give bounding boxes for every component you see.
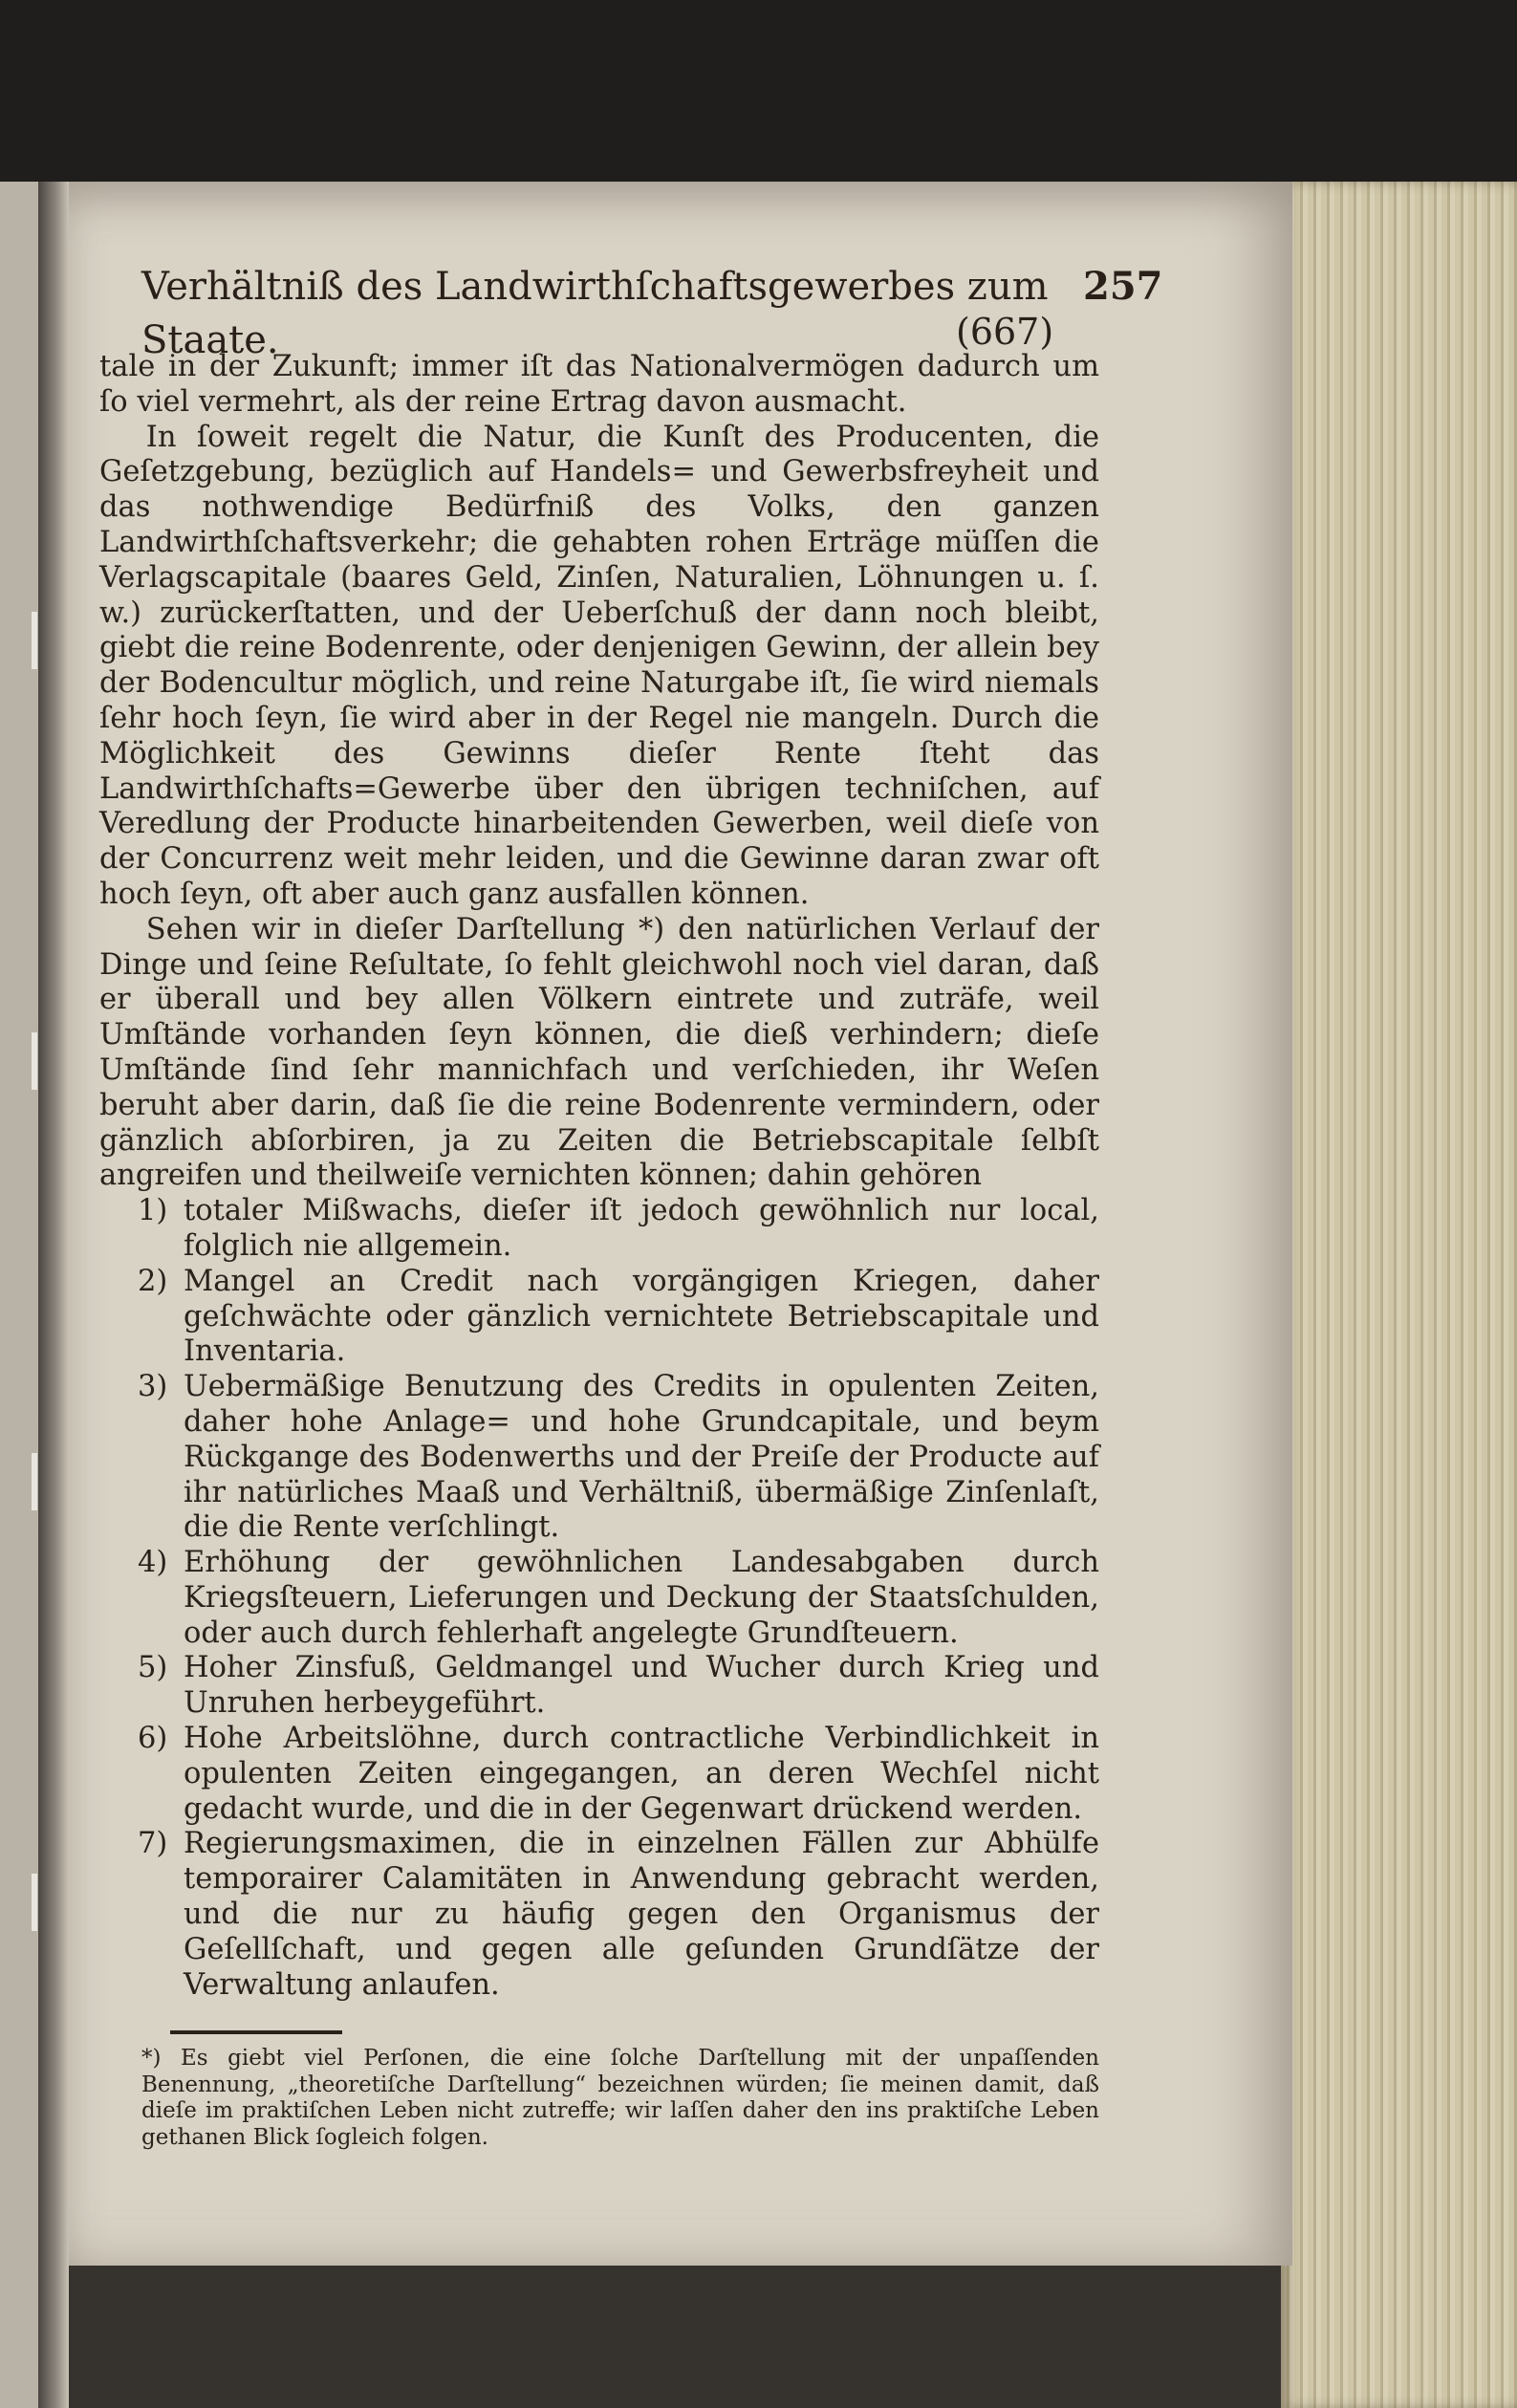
page-fore-edge xyxy=(1281,182,1517,2408)
footnote: *) Es giebt viel Perſonen, die eine ſolche Darſtellung mit der unpaſſenden Benennung, „theoretiſche Darſtellung“ bezeichnen würden; ſie meinen damit, daß dieſe im praktiſchen Leben nicht zutreffe; wir laſſen daher den ins praktiſche Leben gethanen Blick ſogleich folgen. xyxy=(141,2046,1099,2150)
list-item xyxy=(99,1827,1099,2003)
list-text: Uebermäßige Benutzung des Credits in opulenten Zeiten, daher hohe Anlage= und hohe Grundcapitale, und beym Rückgange des Bodenwerths und der Preiſe der Producte auf ihr natürliches Maaß und Verhältniß, übermäßige Zinſenlaſt, die die Rente verſchlingt. xyxy=(184,1370,1099,1545)
list-text: Erhöhung der gewöhnlichen Landesabgaben durch Kriegsſteuern, Lieferungen und Deckung der Staatsſchulden, oder auch durch fehlerhaft angelegte Grundſteuern. xyxy=(184,1546,1099,1650)
list-item xyxy=(99,1546,1099,1651)
list-text: Hoher Zinsfuß, Geldmangel und Wucher durch Krieg und Unruhen herbeygeführt. xyxy=(184,1651,1099,1721)
list-item xyxy=(99,1651,1099,1722)
list-number: 3) xyxy=(138,1370,168,1404)
paragraph: In ſoweit regelt die Natur, die Kunſt des Producenten, die Geſetzgebung, bezüglich auf Handels= und Gewerbsfreyheit und das nothwendige Bedürfniß des Volks, den ganzen Landwirthſchaftsverkehr; die gehabten rohen Erträge müſſen die Verlagscapitale (baares Geld, Zinſen, Naturalien, Löhnungen u. ſ. w.) zurückerſtatten, und der Ueberſchuß der dann noch bleibt, giebt die reine Bodenrente, oder denjenigen Gewinn, der allein bey der Bodencultur möglich, und reine Naturgabe iſt, ſie wird niemals ſehr hoch ſeyn, ſie wird aber in der Regel nie mangeln. Durch die Möglichkeit des Gewinns dieſer Rente ſteht das Landwirthſchafts=Gewerbe über den übrigen techniſchen, auf Veredlung der Producte hinarbeitenden Gewerben, weil dieſe von der Concurrenz weit mehr leiden, und die Gewinne daran zwar oft hoch ſeyn, oft aber auch ganz ausfallen können. xyxy=(99,420,1099,911)
list-item xyxy=(99,1265,1099,1370)
list-number: 6) xyxy=(138,1722,168,1756)
gutter-mark xyxy=(32,612,37,669)
gutter-mark xyxy=(32,1874,37,1931)
list-text: Regierungsmaximen, die in einzelnen Fällen zur Abhülfe temporairer Calamitäten in Anwendung gebracht werden, und die nur zu häufig gegen den Organismus der Geſellſchaft, und gegen alle geſunden Grundſätze der Verwaltung anlaufen. xyxy=(184,1827,1099,2002)
facing-page-edge xyxy=(0,182,41,2408)
main-text xyxy=(99,350,1099,2003)
list-item xyxy=(99,1722,1099,1827)
list-number: 5) xyxy=(138,1651,168,1685)
book-binding xyxy=(38,182,69,2408)
list-number: 1) xyxy=(138,1194,168,1228)
list-number: 7) xyxy=(138,1827,168,1861)
list-text: totaler Mißwachs, dieſer iſt jedoch gewöhnlich nur local, folglich nie allgemein. xyxy=(184,1194,1099,1263)
paragraph-continued: tale in der Zukunft; immer iſt das Nationalvermögen dadurch um ſo viel vermehrt, als der reine Ertrag davon ausmacht. xyxy=(99,350,1099,419)
list-item xyxy=(99,1370,1099,1546)
gutter-mark xyxy=(32,1453,37,1510)
sheet-number: (667) xyxy=(956,311,1054,353)
page-number: 257 xyxy=(1083,264,1163,309)
list-item xyxy=(99,1194,1099,1265)
background-top xyxy=(0,0,1517,182)
list-text: Mangel an Credit nach vorgängigen Kriegen, daher geſchwächte oder gänzlich vernichtete Betriebscapitale und Inventaria. xyxy=(184,1264,1099,1369)
paragraph: Sehen wir in dieſer Darſtellung *) den natürlichen Verlauf der Dinge und ſeine Reſultate, ſo fehlt gleichwohl noch viel daran, daß er überall und bey allen Völkern eintrete und zuträfe, weil Umſtände vorhanden ſeyn können, die dieß verhindern; dieſe Umſtände ſind ſehr mannichfach und verſchieden, ihr Weſen beruht aber darin, daß ſie die reine Bodenrente vermindern, oder gänzlich abſorbiren, ja zu Zeiten die Betriebscapitale ſelbſt angreifen und theilweiſe vernichten können; dahin gehören xyxy=(99,912,1099,1193)
gutter-mark xyxy=(32,1032,37,1090)
background-bottom xyxy=(69,2266,1281,2408)
footnote-rule xyxy=(170,2030,342,2034)
list-number: 2) xyxy=(138,1264,168,1298)
list-number: 4) xyxy=(138,1546,168,1580)
numbered-list xyxy=(99,1194,1099,2003)
running-title: Verhältniß des Landwirthſchaftsgewerbes zum Staate. xyxy=(141,265,1049,362)
list-text: Hohe Arbeitslöhne, durch contractliche Verbindlichkeit in opulenten Zeiten eingegangen, an deren Wechſel nicht gedacht wurde, und die in der Gegenwart drückend werden. xyxy=(184,1722,1099,1826)
